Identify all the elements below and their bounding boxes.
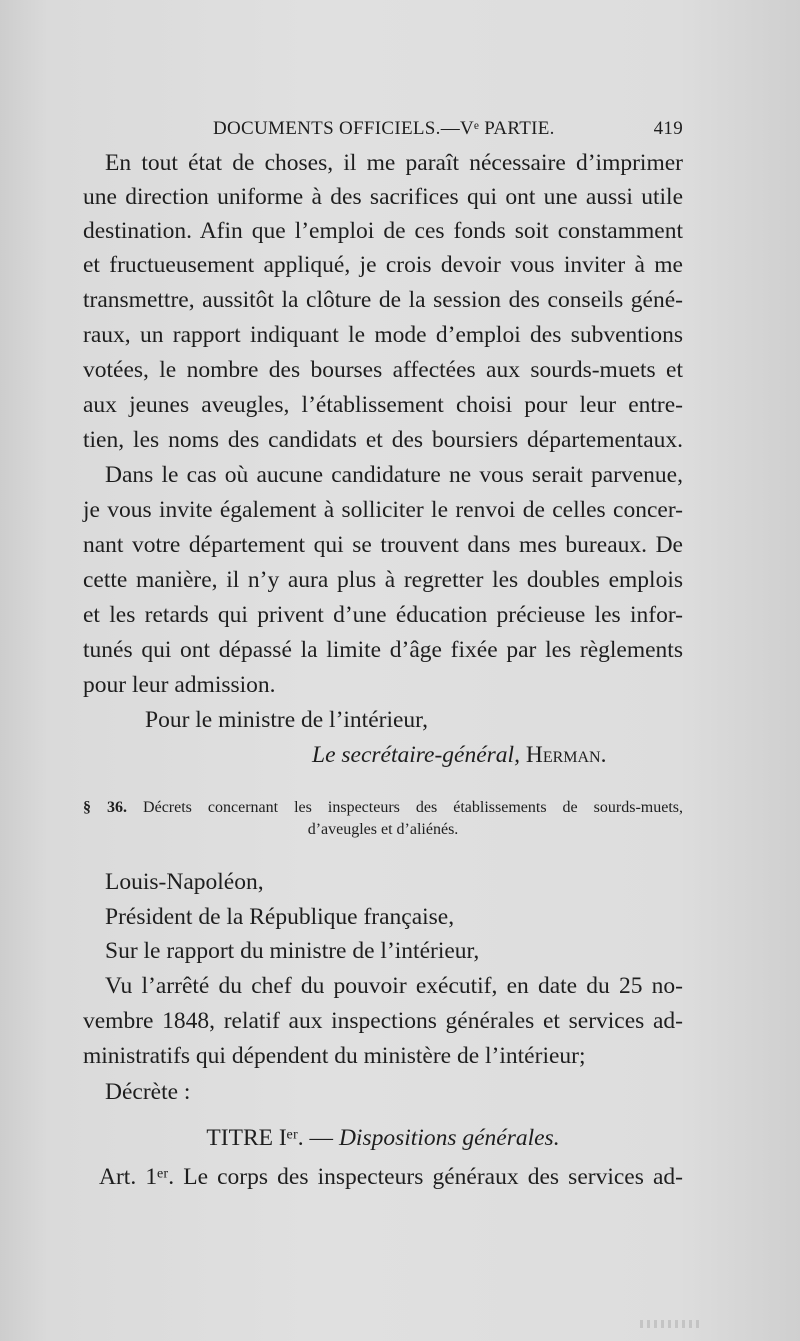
section-heading [83,797,683,819]
page-number: 419 [653,118,683,139]
text-line: pour leur admission. [83,672,276,698]
decree-title: Président de la République française, [105,904,455,930]
text-line: et fructueusement appliqué, je crois devoir vous inviter à me [83,252,683,278]
text-line: nant votre département qui se trouvent dans mes bureaux. De [83,532,683,558]
titre-label: TITRE Iᵉʳ. — [206,1125,334,1151]
closing-line: Pour le ministre de l’intérieur, [145,707,428,733]
decree-author: Louis-Napoléon, [105,869,264,895]
text-line: En tout état de choses, il me paraît nécessaire d’imprimer [105,150,683,176]
signature-role: Le secrétaire-général, [312,742,520,768]
text-line: tunés qui ont dépassé la limite d’âge fixée par les règlements [83,637,683,663]
decree-vu-line: ministratifs qui dépendent du ministère de l’intérieur; [83,1043,586,1069]
text-line: raux, un rapport indiquant le mode d’emploi des subventions [83,322,683,348]
text-line: Dans le cas où aucune candidature ne vous serait parvenue, [105,462,683,488]
decree-decrete: Décrète : [105,1079,191,1105]
text-line: votées, le nombre des bourses affectées aux sourds-muets et [83,357,683,383]
section-title-line1: Décrets concernant les inspecteurs des établissements de sourds-muets, [143,799,683,816]
signature-line [312,738,683,772]
text-line: transmettre, aussitôt la clôture de la session des conseils géné- [83,287,683,313]
text-line: cette manière, il n’y aura plus à regretter les doubles emplois [83,567,683,593]
decree-vu-line: Vu l’arrêté du chef du pouvoir exécutif, en date du 25 no- [105,973,683,999]
running-title: DOCUMENTS OFFICIELS.—Vᵉ PARTIE. [213,118,555,139]
article-line: Art. 1ᵉʳ. Le corps des inspecteurs généraux des services ad- [99,1164,683,1190]
section-number: § 36. [83,799,128,816]
section-title-line2: d’aveugles et d’aliénés. [307,821,459,838]
decree-report: Sur le rapport du ministre de l’intérieur, [105,938,480,964]
titre-heading [83,1121,683,1155]
text-line: et les retards qui privent d’une éducation précieuse les infor- [83,602,683,628]
decree-vu-line: vembre 1848, relatif aux inspections générales et services ad- [83,1008,683,1034]
page-header [213,118,683,142]
text-line: destination. Afin que l’emploi de ces fonds soit constamment [83,218,683,244]
text-line: je vous invite également à solliciter le renvoi de celles concer- [83,497,683,523]
text-line: aux jeunes aveugles, l’établissement choisi pour leur entre- [83,392,683,418]
signature-name: Herman. [525,742,607,768]
print-bleed-mark [640,1320,700,1328]
text-line: tien, les noms des candidats et des boursiers départementaux. [83,427,683,453]
text-line: une direction uniforme à des sacrifices qui ont une aussi utile [83,184,683,210]
titre-text: Dispositions générales. [338,1125,560,1151]
